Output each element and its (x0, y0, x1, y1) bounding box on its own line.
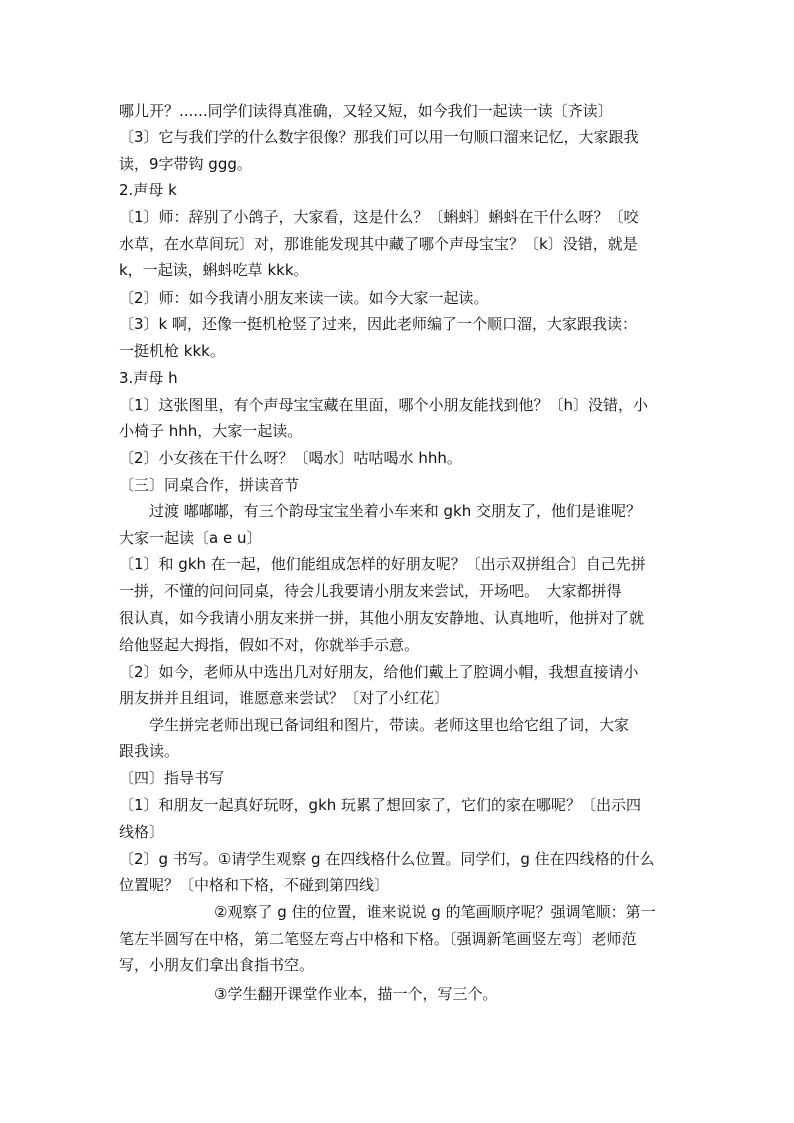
section-heading: 3.声母 h (119, 369, 178, 387)
text-line: 〔2〕小女孩在干什么呀？〔喝水〕咕咕喝水 hhh。 (119, 449, 462, 467)
text-line: 写，小朋友们拿出食指书空。 (119, 956, 315, 974)
section-heading: 2.声母 k (119, 181, 177, 199)
text-line: 〔2〕g 书写。①请学生观察 g 在四线格什么位置。同学们，g 住在四线格的什么 (119, 850, 655, 868)
text-line: 给他竖起大拇指，假如不对，你就举手示意。 (119, 636, 420, 654)
text-line: 〔3〕k 啊，还像一挺机枪竖了过来，因此老师编了一个顺口溜，大家跟我读： (119, 315, 638, 333)
text-line: 哪儿开？......同学们读得真准确，又轻又短，如今我们一起读一读〔齐读〕 (119, 102, 613, 120)
text-line: 很认真，如今我请小朋友来拼一拼，其他小朋友安静地、认真地听，他拼对了就 (119, 609, 645, 627)
text-line: k，一起读，蝌蚪吃草 kkk。 (119, 261, 309, 279)
text-line: ③学生翻开课堂作业本，描一个，写三个。 (214, 985, 498, 1003)
text-line: 〔1〕这张图里，有个声母宝宝藏在里面，哪个小朋友能找到他？〔h〕没错，小 (119, 396, 649, 414)
text-line: 朋友拼并且组词，谁愿意来尝试？〔对了小红花〕 (119, 689, 450, 707)
text-line: 小椅子 hhh，大家一起读。 (119, 422, 303, 440)
text-line: 一挺机枪 kkk。 (119, 342, 225, 360)
section-heading: 〔三〕同桌合作，拼读音节 (119, 476, 300, 494)
text-line: 过渡 嘟嘟嘟，有三个韵母宝宝坐着小车来和 gkh 交朋友了，他们是谁呢？ (149, 502, 642, 520)
text-line: 大家一起读〔a e u〕 (119, 529, 262, 547)
text-line: 线格〕 (119, 823, 165, 841)
text-line: 〔1〕和 gkh 在一起，他们能组成怎样的好朋友呢？〔出示双拼组合〕自己先拼 (119, 555, 646, 573)
text-line: 〔2〕师：如今我请小朋友来读一读。如今大家一起读。 (119, 289, 489, 307)
text-line: ②观察了 g 住的位置，谁来说说 g 的笔画顺序呢？强调笔顺：第一 (214, 903, 656, 921)
text-line: 位置呢？〔中格和下格，不碰到第四线〕 (119, 876, 390, 894)
text-line: 〔1〕和朋友一起真好玩呀，gkh 玩累了想回家了，它们的家在哪呢？〔出示四 (119, 796, 642, 814)
text-line: 一拼，不懂的问问同桌，待会儿我要请小朋友来尝试，开场吧。 大家都拼得 (119, 582, 622, 600)
text-line: 〔1〕师：辞别了小鸽子，大家看，这是什么？〔蝌蚪〕蝌蚪在干什么呀？〔咬 (119, 208, 639, 226)
text-line: 〔2〕如今，老师从中选出几对好朋友，给他们戴上了腔调小帽，我想直接请小 (119, 663, 639, 681)
text-line: 水草，在水草间玩〕对，那谁能发现其中藏了哪个声母宝宝？〔k〕没错，就是 (119, 235, 638, 253)
text-line: 跟我读。 (119, 742, 180, 760)
section-heading: 〔四〕指导书写 (119, 769, 225, 787)
text-line: 笔左半圆写在中格，第二笔竖左弯占中格和下格。〔强调新笔画竖左弯〕老师范 (119, 930, 637, 948)
text-line: 学生拼完老师出现已备词组和图片，带读。老师这里也给它组了词，大家 (149, 716, 630, 734)
text-line: 〔3〕它与我们学的什么数字很像？那我们可以用一句顺口溜来记忆，大家跟我 (119, 128, 639, 146)
text-line: 读，9字带钩 ggg。 (119, 155, 252, 173)
